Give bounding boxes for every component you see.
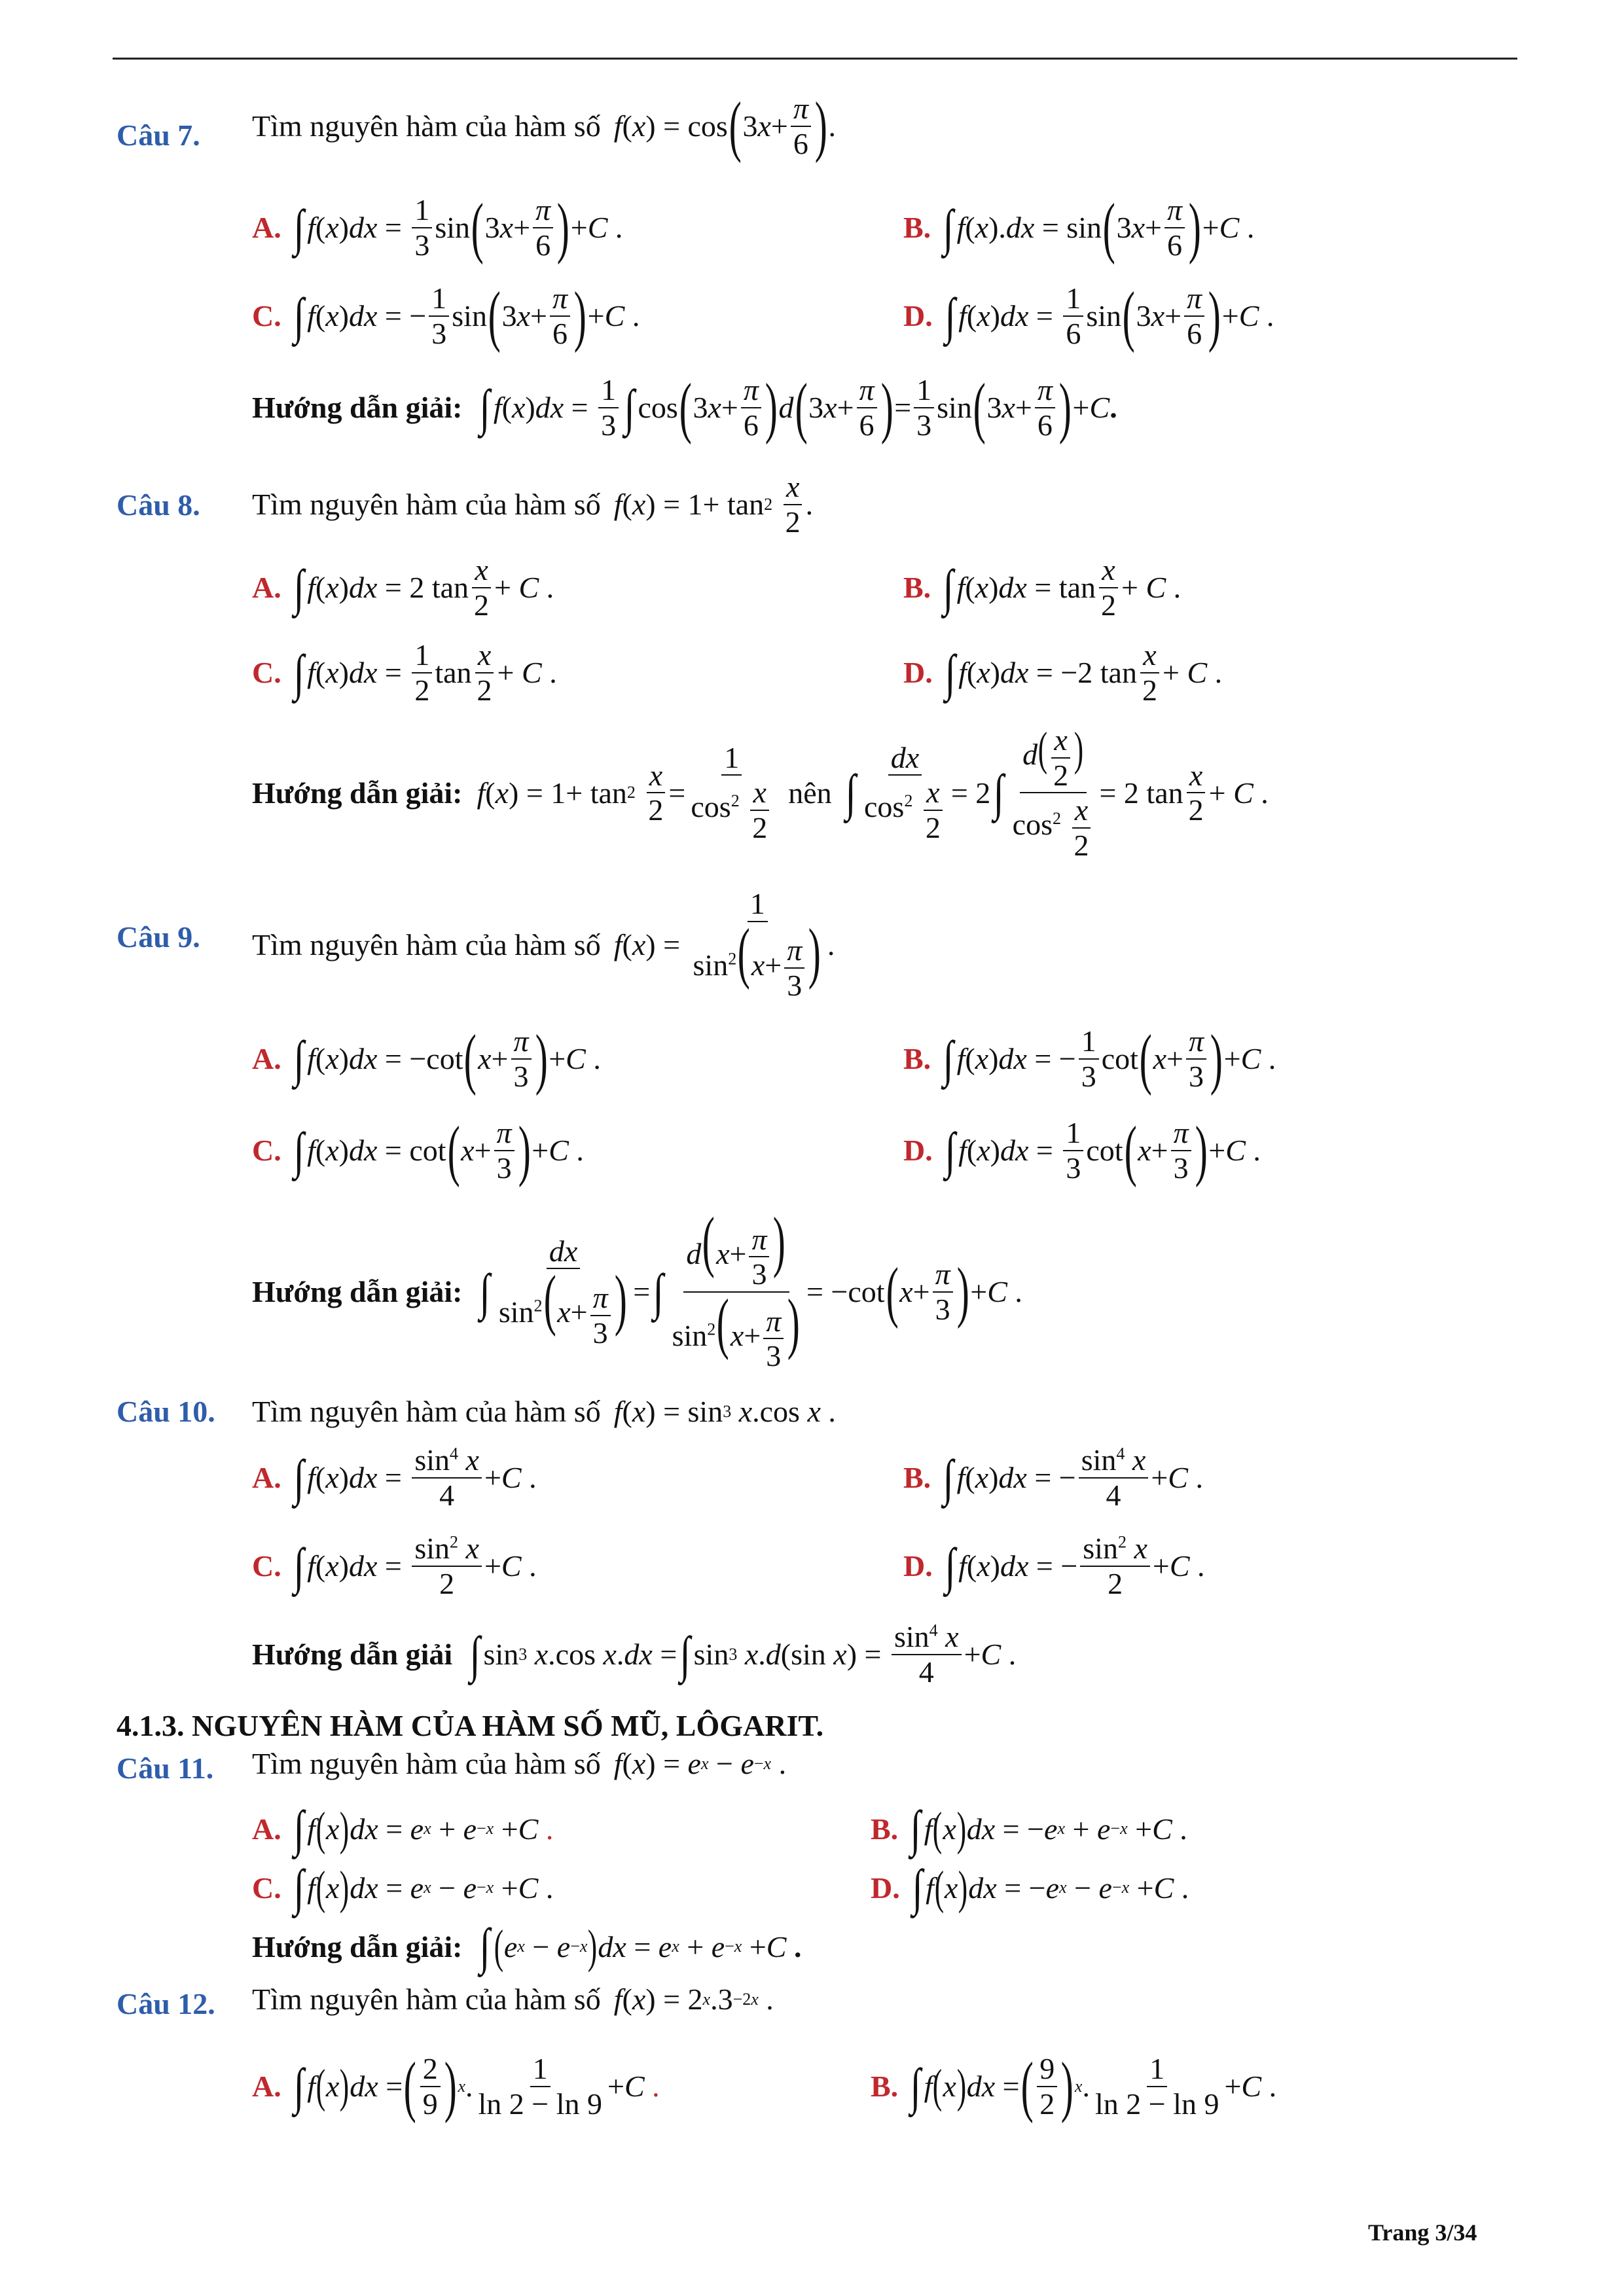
q10-solution: Hướng dẫn giải ∫ sin 3 x .cos x . dx = ∫ sin 3 x . d (sin x ) = $\frac{\sin^4 x}{4}$ + C .: [252, 1620, 1017, 1689]
q10-option-c[interactable]: C. ∫ f ( x ) dx = $\frac{\sin^2 x}{2}$ + C .: [252, 1532, 537, 1600]
q9-option-b[interactable]: B. ∫ f ( x ) dx = − $\frac{1}{3}$ cot ( x + $\frac{\pi}{3}$ ) + C .: [903, 1020, 1276, 1096]
section-heading: 4.1.3. NGUYÊN HÀM CỦA HÀM SỐ MŨ, LÔGARIT.: [117, 1709, 824, 1742]
q11-option-a[interactable]: A. ∫ f ( x ) dx = e x + e −x + C .: [252, 1800, 554, 1857]
question-8-stem: Tìm nguyên hàm của hàm số f ( x ) = 1+ tan 2 $\frac{x}{2}$ .: [252, 470, 814, 539]
q10-function: f ( x ) = sin 3 x .cos x .: [613, 1395, 836, 1428]
q9-solution: Hướng dẫn giải: ∫ dx $\sin^2(x+$ $\frac{\pi}{3}$ ) = ∫ d(x+ $\frac{\pi}{3}$ ) $\sin^2(x+$ $\frac{\pi}{3}$ ) = −cot ( x + $\frac{\pi}{3}$ ) + C .: [252, 1204, 1022, 1373]
q12-option-b[interactable]: B. ∫ f ( x ) dx = ( $\frac{9}{2}$ ) x . $\frac{1}{\ln 2 - \ln 9}$ + C .: [871, 2048, 1277, 2124]
q8-option-a[interactable]: A. ∫ f ( x ) dx = 2 tan $\frac{x}{2}$ + C .: [252, 553, 554, 622]
q11-solution: Hướng dẫn giải: ∫ ( e x − e −x ) dx = e x + e −x + C .: [252, 1918, 802, 1975]
q7-function: f ( x ) = cos ( 3 x + $\frac{\pi}{6}$ ) .: [613, 88, 837, 164]
q7-solution: Hướng dẫn giải: ∫ f ( x ) dx = $\frac{1}{3}$ ∫ cos ( 3 x + $\frac{\pi}{6}$ ) d ( 3 x + $\frac{\pi}{6}$ ) = $\frac{1}{3}$ sin ( 3 x + $\frac{\pi}{6}$ ) + C .: [252, 369, 1117, 445]
question-10-stem: Tìm nguyên hàm của hàm số f ( x ) = sin 3 x .cos x .: [252, 1395, 836, 1428]
q11-option-b[interactable]: B. ∫ f ( x ) dx = − e x + e −x + C .: [871, 1800, 1187, 1857]
q11-function: f ( x ) = e x − e −x .: [613, 1747, 787, 1780]
q7-option-d[interactable]: D. ∫ f ( x ) dx = $\frac{1}{6}$ sin ( 3 x + $\frac{\pi}{6}$ ) + C .: [903, 278, 1274, 353]
q11-option-d[interactable]: D. ∫ f ( x ) dx = − e x − e −x + C .: [871, 1859, 1189, 1916]
q10-option-a[interactable]: A. ∫ f ( x ) dx = $\frac{\sin^4 x}{4}$ + C .: [252, 1443, 537, 1512]
question-12-stem: Tìm nguyên hàm của hàm số f ( x ) = 2 x .3 −2x .: [252, 1982, 774, 2016]
q8-option-c[interactable]: C. ∫ f ( x ) dx = $\frac{1}{2}$ tan $\frac{x}{2}$ + C .: [252, 638, 557, 707]
q9-option-d[interactable]: D. ∫ f ( x ) dx = $\frac{1}{3}$ cot ( x + $\frac{\pi}{3}$ ) + C .: [903, 1112, 1261, 1188]
q7-option-c[interactable]: C. ∫ f ( x ) dx = − $\frac{1}{3}$ sin ( 3 x + $\frac{\pi}{6}$ ) + C .: [252, 278, 640, 353]
q8-solution: Hướng dẫn giải: f ( x ) = 1+ tan 2 $\frac{x}{2}$ = 1 $\cos^2$ $\frac{x}{2}$ nên ∫ dx $\cos^2$ $\frac{x}{2}$ = 2 ∫ d( $\frac{x}{2}$ ) $\cos^2$ $\frac{x}{2}$ = 2 tan $\frac{x}{2}$ + C .: [252, 723, 1269, 862]
q7-option-b[interactable]: B. ∫ f ( x ). dx = sin ( 3 x + $\frac{\pi}{6}$ ) + C .: [903, 189, 1255, 265]
question-11-label: Câu 11.: [117, 1751, 214, 1785]
question-11-stem: Tìm nguyên hàm của hàm số f ( x ) = e x − e −x .: [252, 1747, 787, 1780]
q10-option-d[interactable]: D. ∫ f ( x ) dx = − $\frac{\sin^2 x}{2}$ + C .: [903, 1532, 1205, 1600]
q10-option-b[interactable]: B. ∫ f ( x ) dx = − $\frac{\sin^4 x}{4}$ + C .: [903, 1443, 1203, 1512]
q9-option-a[interactable]: A. ∫ f ( x ) dx = −cot ( x + $\frac{\pi}{3}$ ) + C .: [252, 1020, 601, 1096]
q11-option-c[interactable]: C. ∫ f ( x ) dx = e x − e −x + C .: [252, 1859, 554, 1916]
q8-option-b[interactable]: B. ∫ f ( x ) dx = tan $\frac{x}{2}$ + C .: [903, 553, 1182, 622]
q8-function: f ( x ) = 1+ tan 2 $\frac{x}{2}$ .: [613, 470, 814, 539]
question-9-label: Câu 9.: [117, 920, 200, 954]
header-rule: [113, 58, 1517, 60]
q12-function: f ( x ) = 2 x .3 −2x .: [613, 1982, 774, 2016]
q9-function: f ( x ) = 1 $\sin^2(x+$ $\frac{\pi}{3}$ ) .: [613, 887, 835, 1002]
q8-option-d[interactable]: D. ∫ f ( x ) dx = −2 tan $\frac{x}{2}$ + C .: [903, 638, 1223, 707]
q7-option-a[interactable]: A. ∫ f ( x ) dx = $\frac{1}{3}$ sin ( 3 x + $\frac{\pi}{6}$ ) + C .: [252, 189, 623, 265]
page-number: Trang 3/34: [1368, 2219, 1477, 2246]
q9-option-c[interactable]: C. ∫ f ( x ) dx = cot ( x + $\frac{\pi}{3}$ ) + C .: [252, 1112, 584, 1188]
question-8-label: Câu 8.: [117, 488, 200, 522]
question-7-stem: Tìm nguyên hàm của hàm số f ( x ) = cos ( 3 x + $\frac{\pi}{6}$ ) .: [252, 88, 837, 164]
question-12-label: Câu 12.: [117, 1987, 215, 2020]
question-10-label: Câu 10.: [117, 1395, 215, 1428]
q12-option-a[interactable]: A. ∫ f ( x ) dx = ( $\frac{2}{9}$ ) x . $\frac{1}{\ln 2 - \ln 9}$ + C .: [252, 2048, 660, 2124]
question-7-label: Câu 7.: [117, 118, 200, 152]
question-9-stem: Tìm nguyên hàm của hàm số f ( x ) = 1 $\sin^2(x+$ $\frac{\pi}{3}$ ) .: [252, 887, 835, 1002]
